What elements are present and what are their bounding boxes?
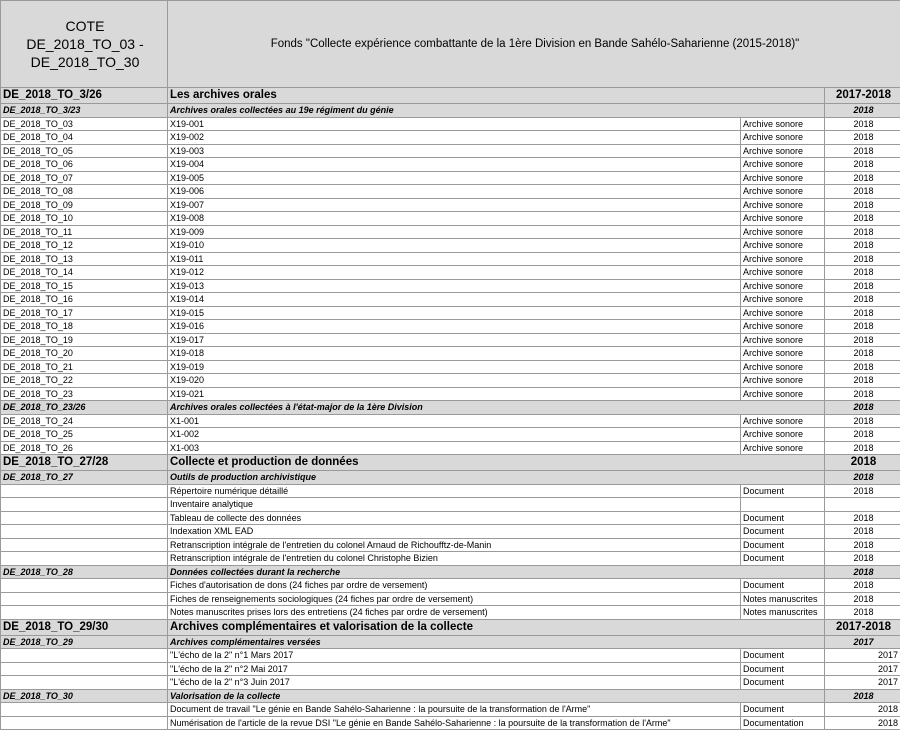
row-year: 2018: [825, 117, 900, 131]
row-year: 2017: [825, 649, 900, 663]
row-year: 2018: [825, 144, 900, 158]
subsection-code: DE_2018_TO_23/26: [1, 401, 168, 415]
row-type: Archive sonore: [741, 266, 825, 280]
table-row: [1, 239, 900, 253]
row-type: Archive sonore: [741, 414, 825, 428]
table-row: [1, 676, 900, 690]
row-cote: DE_2018_TO_14: [1, 266, 168, 280]
row-type: [741, 498, 825, 512]
row-description: X19-019: [168, 360, 741, 374]
section-code: DE_2018_TO_29/30: [1, 619, 168, 635]
row-cote: DE_2018_TO_06: [1, 158, 168, 172]
row-cote: DE_2018_TO_10: [1, 212, 168, 226]
table-row: [1, 606, 900, 620]
subsection-title: Archives orales collectées au 19e régiment du génie: [168, 104, 825, 118]
row-description: "L'écho de la 2" n°3 Juin 2017: [168, 676, 741, 690]
cote-line: COTE: [65, 18, 105, 34]
row-description: "L'écho de la 2" n°1 Mars 2017: [168, 649, 741, 663]
subsection-code: DE_2018_TO_27: [1, 471, 168, 485]
cote-line: DE_2018_TO_03 -: [26, 36, 144, 52]
table-row: [1, 484, 900, 498]
table-row: [1, 185, 900, 199]
subsection-code: DE_2018_TO_28: [1, 565, 168, 579]
subsection-year: 2017: [825, 635, 900, 649]
row-year: 2018: [825, 538, 900, 552]
row-type: Document: [741, 511, 825, 525]
row-year: 2018: [825, 239, 900, 253]
row-cote: [1, 579, 168, 593]
row-year: [825, 498, 900, 512]
section-row: [1, 455, 900, 471]
row-year: 2018: [825, 252, 900, 266]
row-type: Archive sonore: [741, 374, 825, 388]
row-type: Archive sonore: [741, 279, 825, 293]
row-description: X19-005: [168, 171, 741, 185]
row-cote: [1, 498, 168, 512]
row-type: Document: [741, 552, 825, 566]
row-year: 2018: [825, 212, 900, 226]
table-row: [1, 347, 900, 361]
table-row: [1, 266, 900, 280]
row-type: Archive sonore: [741, 198, 825, 212]
row-description: X19-011: [168, 252, 741, 266]
row-cote: DE_2018_TO_24: [1, 414, 168, 428]
table-row: [1, 511, 900, 525]
row-year: 2018: [825, 158, 900, 172]
section-row: [1, 88, 900, 104]
row-type: Documentation: [741, 716, 825, 730]
row-type: Archive sonore: [741, 441, 825, 455]
subsection-row: [1, 104, 900, 118]
row-cote: DE_2018_TO_22: [1, 374, 168, 388]
row-description: X19-015: [168, 306, 741, 320]
table-row: [1, 212, 900, 226]
table-row: [1, 293, 900, 307]
row-cote: DE_2018_TO_03: [1, 117, 168, 131]
row-description: X19-010: [168, 239, 741, 253]
table-row: [1, 306, 900, 320]
table-row: [1, 144, 900, 158]
row-description: X19-002: [168, 131, 741, 145]
row-description: X19-014: [168, 293, 741, 307]
row-description: Indexation XML EAD: [168, 525, 741, 539]
row-description: X19-007: [168, 198, 741, 212]
table-row: [1, 498, 900, 512]
row-description: X19-003: [168, 144, 741, 158]
section-years: 2018: [825, 455, 900, 471]
table-row: [1, 538, 900, 552]
subsection-row: [1, 635, 900, 649]
row-type: Archive sonore: [741, 333, 825, 347]
table-row: [1, 158, 900, 172]
subsection-title: Archives orales collectées à l'état-major de la 1ère Division: [168, 401, 825, 415]
table-row: [1, 117, 900, 131]
row-cote: [1, 552, 168, 566]
row-description: Document de travail "Le génie en Bande Sahélo-Saharienne : la poursuite de la transformation de l'Arme": [168, 703, 741, 717]
row-year: 2018: [825, 185, 900, 199]
row-cote: [1, 649, 168, 663]
row-year: 2018: [825, 525, 900, 539]
subsection-year: 2018: [825, 471, 900, 485]
row-type: Document: [741, 703, 825, 717]
row-description: X19-016: [168, 320, 741, 334]
subsection-year: 2018: [825, 689, 900, 703]
row-description: Retranscription intégrale de l'entretien du colonel Arnaud de Richoufftz-de-Manin: [168, 538, 741, 552]
row-cote: DE_2018_TO_13: [1, 252, 168, 266]
table-row: [1, 525, 900, 539]
row-cote: [1, 592, 168, 606]
row-description: Inventaire analytique: [168, 498, 741, 512]
row-type: Document: [741, 676, 825, 690]
table-row: [1, 198, 900, 212]
table-row: [1, 360, 900, 374]
row-cote: DE_2018_TO_17: [1, 306, 168, 320]
row-cote: DE_2018_TO_09: [1, 198, 168, 212]
row-cote: DE_2018_TO_04: [1, 131, 168, 145]
row-description: Notes manuscrites prises lors des entretiens (24 fiches par ordre de versement): [168, 606, 741, 620]
row-cote: [1, 606, 168, 620]
table-row: [1, 333, 900, 347]
row-description: X19-009: [168, 225, 741, 239]
row-year: 2018: [825, 171, 900, 185]
row-cote: DE_2018_TO_12: [1, 239, 168, 253]
row-description: X19-018: [168, 347, 741, 361]
row-type: Archive sonore: [741, 320, 825, 334]
table-row: [1, 441, 900, 455]
table-row: [1, 279, 900, 293]
table-row: [1, 552, 900, 566]
table-row: [1, 592, 900, 606]
row-year: 2018: [825, 387, 900, 401]
row-year: 2018: [825, 279, 900, 293]
row-description: Numérisation de l'article de la revue DSI "Le génie en Bande Sahélo-Saharienne : la poursuite de la transformation de l'Arme": [168, 716, 741, 730]
row-description: Répertoire numérique détaillé: [168, 484, 741, 498]
row-type: Archive sonore: [741, 158, 825, 172]
row-type: Archive sonore: [741, 293, 825, 307]
subsection-row: [1, 471, 900, 485]
row-cote: DE_2018_TO_18: [1, 320, 168, 334]
row-cote: [1, 716, 168, 730]
table-row: [1, 649, 900, 663]
row-type: Document: [741, 579, 825, 593]
subsection-code: DE_2018_TO_29: [1, 635, 168, 649]
row-cote: [1, 484, 168, 498]
row-cote: DE_2018_TO_20: [1, 347, 168, 361]
cote-line: DE_2018_TO_30: [30, 54, 140, 70]
subsection-year: 2018: [825, 401, 900, 415]
row-year: 2018: [825, 511, 900, 525]
row-type: Archive sonore: [741, 171, 825, 185]
table-row: [1, 703, 900, 717]
row-cote: DE_2018_TO_25: [1, 428, 168, 442]
row-description: Fiches de renseignements sociologiques (24 fiches par ordre de versement): [168, 592, 741, 606]
row-type: Document: [741, 525, 825, 539]
section-title: Archives complémentaires et valorisation de la collecte: [168, 619, 825, 635]
row-type: Notes manuscrites: [741, 606, 825, 620]
row-year: 2018: [825, 716, 900, 730]
row-description: "L'écho de la 2" n°2 Mai 2017: [168, 662, 741, 676]
row-description: X19-008: [168, 212, 741, 226]
row-year: 2018: [825, 347, 900, 361]
row-description: Fiches d'autorisation de dons (24 fiches par ordre de versement): [168, 579, 741, 593]
subsection-code: DE_2018_TO_3/23: [1, 104, 168, 118]
row-description: X1-003: [168, 441, 741, 455]
subsection-year: 2018: [825, 104, 900, 118]
row-year: 2018: [825, 266, 900, 280]
table-row: [1, 387, 900, 401]
section-row: [1, 619, 900, 635]
row-year: 2017: [825, 676, 900, 690]
row-type: Archive sonore: [741, 212, 825, 226]
row-cote: [1, 662, 168, 676]
section-years: 2017-2018: [825, 88, 900, 104]
row-year: 2018: [825, 606, 900, 620]
row-cote: DE_2018_TO_16: [1, 293, 168, 307]
row-cote: DE_2018_TO_23: [1, 387, 168, 401]
row-type: Archive sonore: [741, 306, 825, 320]
row-type: Archive sonore: [741, 185, 825, 199]
row-type: Archive sonore: [741, 252, 825, 266]
section-code: DE_2018_TO_27/28: [1, 455, 168, 471]
row-year: 2018: [825, 703, 900, 717]
row-type: Archive sonore: [741, 144, 825, 158]
table-row: [1, 428, 900, 442]
row-type: Document: [741, 538, 825, 552]
row-year: 2018: [825, 306, 900, 320]
row-year: 2018: [825, 131, 900, 145]
row-description: X19-004: [168, 158, 741, 172]
row-year: 2018: [825, 579, 900, 593]
row-cote: DE_2018_TO_05: [1, 144, 168, 158]
row-type: Archive sonore: [741, 225, 825, 239]
row-type: Archive sonore: [741, 428, 825, 442]
row-year: 2018: [825, 428, 900, 442]
table-row: [1, 252, 900, 266]
table-row: [1, 320, 900, 334]
row-type: Archive sonore: [741, 117, 825, 131]
row-type: Document: [741, 649, 825, 663]
subsection-title: Données collectées durant la recherche: [168, 565, 825, 579]
row-description: X19-020: [168, 374, 741, 388]
row-year: 2018: [825, 360, 900, 374]
table-row: [1, 374, 900, 388]
row-cote: [1, 703, 168, 717]
row-cote: DE_2018_TO_15: [1, 279, 168, 293]
table-row: [1, 662, 900, 676]
table-row: [1, 225, 900, 239]
row-year: 2018: [825, 592, 900, 606]
row-description: X1-002: [168, 428, 741, 442]
row-description: Tableau de collecte des données: [168, 511, 741, 525]
row-description: X19-006: [168, 185, 741, 199]
table-row: [1, 171, 900, 185]
row-year: 2018: [825, 441, 900, 455]
subsection-year: 2018: [825, 565, 900, 579]
fonds-title: Fonds "Collecte expérience combattante de la 1ère Division en Bande Sahélo-Saharienne (2015-2018)": [168, 1, 900, 88]
row-cote: DE_2018_TO_11: [1, 225, 168, 239]
table-row: [1, 716, 900, 730]
section-title: Collecte et production de données: [168, 455, 825, 471]
row-cote: DE_2018_TO_19: [1, 333, 168, 347]
table-row: [1, 579, 900, 593]
subsection-row: [1, 565, 900, 579]
subsection-code: DE_2018_TO_30: [1, 689, 168, 703]
row-description: X19-017: [168, 333, 741, 347]
row-year: 2018: [825, 414, 900, 428]
row-cote: DE_2018_TO_26: [1, 441, 168, 455]
row-year: 2018: [825, 320, 900, 334]
row-year: 2017: [825, 662, 900, 676]
row-type: Archive sonore: [741, 387, 825, 401]
row-cote: [1, 525, 168, 539]
section-years: 2017-2018: [825, 619, 900, 635]
row-type: Archive sonore: [741, 360, 825, 374]
row-year: 2018: [825, 374, 900, 388]
row-cote: DE_2018_TO_08: [1, 185, 168, 199]
row-description: X19-013: [168, 279, 741, 293]
subsection-title: Archives complémentaires versées: [168, 635, 825, 649]
row-type: Archive sonore: [741, 239, 825, 253]
cote-header-cell: [1, 1, 168, 88]
header-row: [1, 1, 900, 88]
section-title: Les archives orales: [168, 88, 825, 104]
row-description: X19-021: [168, 387, 741, 401]
row-year: 2018: [825, 484, 900, 498]
subsection-title: Outils de production archivistique: [168, 471, 825, 485]
row-year: 2018: [825, 293, 900, 307]
subsection-row: [1, 689, 900, 703]
row-type: Document: [741, 484, 825, 498]
table-row: [1, 414, 900, 428]
row-description: X19-001: [168, 117, 741, 131]
table-row: [1, 131, 900, 145]
row-type: Archive sonore: [741, 347, 825, 361]
row-cote: [1, 676, 168, 690]
row-cote: DE_2018_TO_21: [1, 360, 168, 374]
row-year: 2018: [825, 333, 900, 347]
subsection-row: [1, 401, 900, 415]
row-year: 2018: [825, 225, 900, 239]
row-description: X1-001: [168, 414, 741, 428]
section-code: DE_2018_TO_3/26: [1, 88, 168, 104]
row-description: Retranscription intégrale de l'entretien du colonel Christophe Bizien: [168, 552, 741, 566]
row-type: Notes manuscrites: [741, 592, 825, 606]
row-description: X19-012: [168, 266, 741, 280]
row-cote: DE_2018_TO_07: [1, 171, 168, 185]
subsection-title: Valorisation de la collecte: [168, 689, 825, 703]
row-cote: [1, 538, 168, 552]
row-year: 2018: [825, 198, 900, 212]
row-year: 2018: [825, 552, 900, 566]
row-type: Document: [741, 662, 825, 676]
row-type: Archive sonore: [741, 131, 825, 145]
row-cote: [1, 511, 168, 525]
